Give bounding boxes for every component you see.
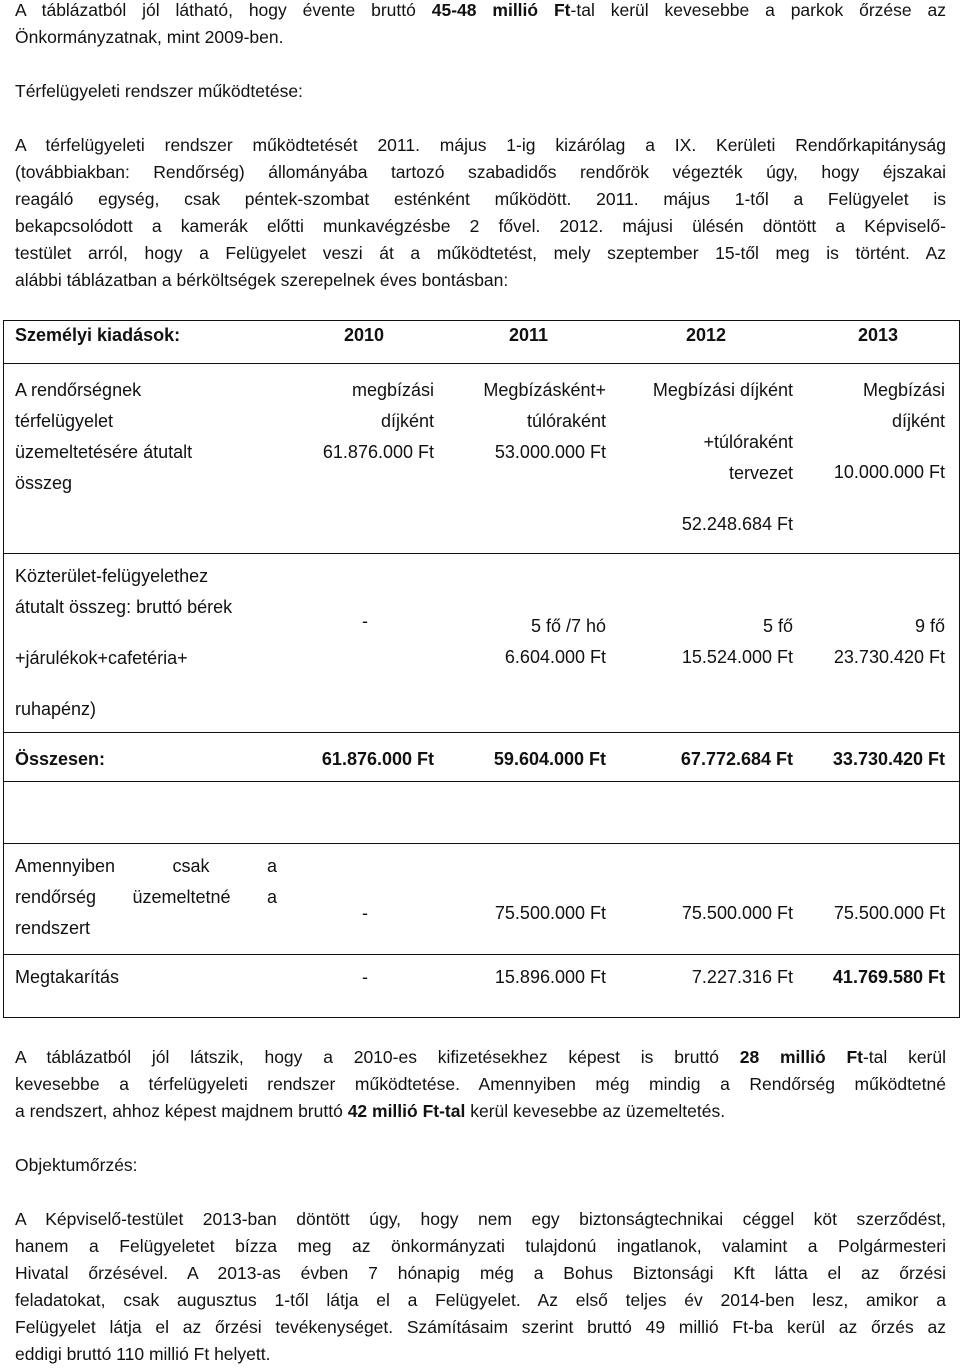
row1-2012-line: tervezet	[728, 463, 793, 483]
row3-2011: 75.500.000 Ft	[494, 903, 606, 923]
total-2013: 33.730.420 Ft	[832, 749, 945, 769]
summary-line-2: kevesebbe a térfelügyeleti rendszer működtetése. Amennyiben még mindig a Rendőrség működtetné	[15, 1074, 946, 1094]
para1-line: A térfelügyeleti rendszer működtetését 2011. május 1-ig kizárólag a IX. Kerületi Rendőrkapitányság	[15, 135, 946, 155]
row3-label-line: rendőrség üzemeltetné a	[15, 887, 277, 907]
row2-label	[15, 561, 232, 725]
section-title-terfelugyelet: Térfelügyeleti rendszer működtetése:	[15, 81, 303, 101]
row1-2010-line: díjként	[380, 411, 434, 431]
para3-line: Felügyelet látja el az őrzési tevékenységet. Számításaim szerint bruttó 49 millió Ft-ba kerül az őrzés az	[15, 1317, 946, 1337]
intro-text-a: A táblázatból jól látható, hogy évente bruttó	[15, 0, 432, 20]
savings-2013: 41.769.580 Ft	[832, 967, 945, 987]
row2-label-line: +járulékok+cafetéria+	[15, 648, 188, 668]
row1-2013-line: Megbízási	[862, 380, 945, 400]
para1-line: testület arról, hogy a Felügyelet veszi át a működtetést, mely szeptember 15-től meg is történt. Az	[15, 243, 946, 263]
table-rule	[4, 363, 959, 364]
summary-text: A táblázatból jól látszik, hogy a 2010-es kifizetésekhez képest is bruttó	[15, 1047, 740, 1067]
savings-2012: 7.227.316 Ft	[691, 967, 793, 987]
total-label: Összesen:	[15, 749, 106, 769]
savings-2011: 15.896.000 Ft	[494, 967, 606, 987]
row3-2012: 75.500.000 Ft	[681, 903, 793, 923]
row1-label-line: A rendőrségnek	[15, 380, 142, 400]
savings-label: Megtakarítás	[15, 967, 120, 987]
table-rule	[4, 781, 959, 782]
row3-label-line: rendszert	[15, 918, 91, 938]
cost-table	[3, 320, 960, 1018]
row1-label-line: összeg	[15, 473, 73, 493]
total-2011: 59.604.000 Ft	[493, 749, 606, 769]
summary-text: -tal kerül	[862, 1047, 947, 1067]
total-2012: 67.772.684 Ft	[680, 749, 793, 769]
para3-line: eddigi bruttó 110 millió Ft helyett.	[15, 1344, 271, 1364]
total-2010: 61.876.000 Ft	[321, 749, 434, 769]
row1-2013	[834, 375, 945, 488]
paragraph-terfelugyelet	[15, 132, 946, 294]
summary-text: a rendszert, ahhoz képest majdnem bruttó	[15, 1101, 348, 1121]
para3-line: hanem a Felügyeletet bízza meg az önkormányzati tulajdonú ingatlanok, valamint a Polgármesteri	[15, 1236, 946, 1256]
row2-2011	[505, 611, 606, 673]
row2-2012-line: 5 fő	[762, 616, 793, 636]
row2-label-line: Közterület-felügyelethez	[15, 566, 209, 586]
row2-2011-value: 6.604.000 Ft	[504, 647, 606, 667]
row3-2010: -	[362, 903, 368, 923]
intro-text-c: -tal kerül kevesebbe a parkok őrzése az	[570, 0, 947, 20]
summary-paragraph	[15, 1044, 946, 1125]
summary-text: kerül kevesebbe az üzemeltetés.	[465, 1101, 726, 1121]
row2-label-line: átutalt összeg: bruttó bérek	[15, 597, 233, 617]
row2-2013-line: 9 fő	[914, 616, 945, 636]
para3-line: feladatokat, csak augusztus 1-től látja el a Felügyelet. Az első teljes év 2014-ben lesz, amikor a	[15, 1290, 946, 1310]
row1-2012-value: 52.248.684 Ft	[681, 514, 793, 534]
row1-2010-line: megbízási	[351, 380, 434, 400]
intro-paragraph	[15, 0, 946, 51]
row1-label	[15, 375, 192, 499]
header-year-2012: 2012	[686, 325, 727, 345]
row1-2011	[483, 375, 606, 468]
summary-amount-28: 28 millió Ft	[739, 1047, 863, 1067]
row3-label	[15, 851, 277, 944]
para1-line: alábbi táblázatban a bérköltségek szerepelnek éves bontásban:	[15, 270, 509, 290]
row1-2012	[653, 375, 793, 540]
summary-amount-42: 42 millió Ft-tal	[347, 1101, 466, 1121]
row2-2010: -	[362, 611, 368, 631]
row3-2013: 75.500.000 Ft	[833, 903, 945, 923]
row1-2010-value: 61.876.000 Ft	[322, 442, 434, 462]
table-rule	[4, 553, 959, 554]
intro-line-1	[15, 0, 946, 24]
summary-line-3	[15, 1098, 946, 1125]
row1-2012-line: Megbízási díjként	[652, 380, 793, 400]
header-year-2011: 2011	[509, 325, 549, 345]
section-title-objektumorzes: Objektumőrzés:	[15, 1155, 138, 1175]
row3-label-line: Amennyiben csak a	[15, 856, 277, 876]
row2-2012	[682, 611, 793, 673]
row1-label-line: üzemeltetésére átutalt	[15, 442, 193, 462]
header-year-2010: 2010	[344, 325, 385, 345]
row2-2011-line: 5 fő /7 hó	[530, 616, 606, 636]
header-year-2013: 2013	[858, 325, 899, 345]
row2-2013-value: 23.730.420 Ft	[833, 647, 945, 667]
row1-2010	[323, 375, 434, 468]
summary-line-1	[15, 1044, 946, 1071]
intro-line-2: Önkormányzatnak, mint 2009-ben.	[15, 27, 284, 47]
para1-line: reagáló egység, csak péntek-szombat esténként működött. 2011. május 1-től a Felügyelet is	[15, 189, 946, 209]
row1-2011-value: 53.000.000 Ft	[494, 442, 606, 462]
row1-2011-line: túlóraként	[526, 411, 606, 431]
row1-2013-line: díjként	[891, 411, 945, 431]
table-rule	[4, 843, 959, 844]
table-rule	[4, 954, 959, 955]
row1-2013-value: 10.000.000 Ft	[833, 462, 945, 482]
para3-line: A Képviselő-testület 2013-ban döntött úgy, hogy nem egy biztonságtechnikai céggel köt szerződést,	[15, 1209, 946, 1229]
paragraph-objektumorzes	[15, 1206, 946, 1368]
para1-line: (továbbiakban: Rendőrség) állományába tartozó szabadidős rendőrök végezték úgy, hogy éjszakai	[15, 162, 946, 182]
para3-line: Hivatal őrzésével. A 2013-as évben 7 hónapig még a Bohus Biztonsági Kft látta el az őrzési	[15, 1263, 946, 1283]
row1-2012-line: +túlóraként	[703, 432, 793, 452]
row2-2012-value: 15.524.000 Ft	[681, 647, 793, 667]
table-rule	[4, 732, 959, 733]
intro-amount-bold: 45-48 millió Ft	[431, 0, 571, 20]
para1-line: bekapcsolódott a kamerák előtti munkavégzésbe 2 fővel. 2012. májusi ülésén döntött a Képviselő-	[15, 216, 946, 236]
row2-2013	[834, 611, 945, 673]
header-label: Személyi kiadások:	[15, 325, 181, 345]
row2-label-line: ruhapénz)	[15, 699, 97, 719]
savings-2010: -	[362, 967, 368, 987]
row1-label-line: térfelügyelet	[15, 411, 114, 431]
row1-2011-line: Megbízásként+	[483, 380, 606, 400]
